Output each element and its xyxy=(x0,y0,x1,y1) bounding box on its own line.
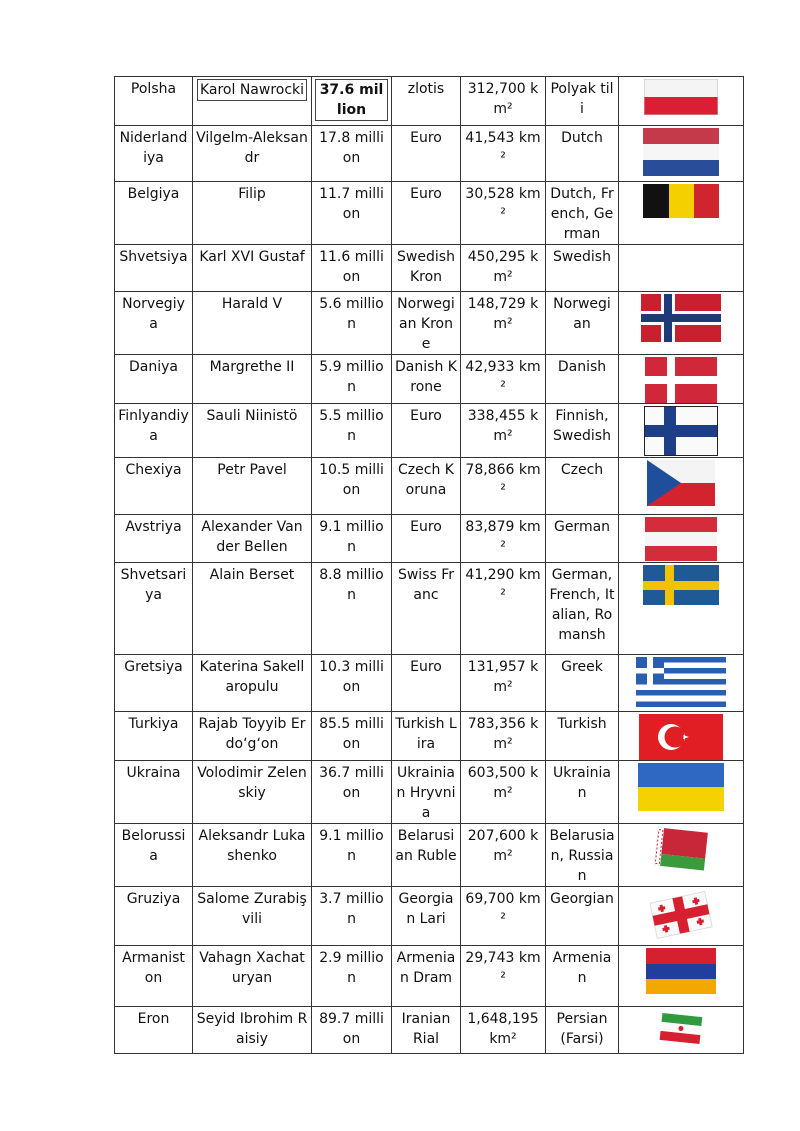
area-cell: 338,455 km² xyxy=(461,404,546,458)
language-cell: Polyak tili xyxy=(546,77,619,126)
currency-cell: Ukrainian Hryvnia xyxy=(392,761,461,824)
flag-cell xyxy=(619,946,744,1007)
poland-flag xyxy=(644,79,718,115)
language-cell: Turkish xyxy=(546,712,619,761)
area-cell: 783,356 km² xyxy=(461,712,546,761)
belarus-flag xyxy=(652,826,710,872)
flag-cell xyxy=(619,458,744,515)
currency-cell: Euro xyxy=(392,404,461,458)
flag-cell xyxy=(619,182,744,245)
table-row xyxy=(115,1007,744,1054)
country-cell: Shvetsiya xyxy=(115,245,193,292)
flag-cell xyxy=(619,712,744,761)
table-row xyxy=(115,126,744,182)
flag-cell-empty xyxy=(619,245,744,292)
leader-cell: Margrethe II xyxy=(193,355,312,404)
country-cell: Avstriya xyxy=(115,515,193,563)
country-cell: Polsha xyxy=(115,77,193,126)
currency-cell: Euro xyxy=(392,655,461,712)
flag-cell xyxy=(619,515,744,563)
population-cell: 3.7 million xyxy=(312,887,392,946)
turkey-flag xyxy=(639,714,723,760)
flag-cell xyxy=(619,563,744,655)
finland-flag xyxy=(644,406,718,456)
language-cell: Greek xyxy=(546,655,619,712)
leader-cell: Aleksandr Lukashenko xyxy=(193,824,312,887)
currency-cell: Czech Koruna xyxy=(392,458,461,515)
flag-cell xyxy=(619,1007,744,1054)
flag-cell xyxy=(619,761,744,824)
currency-cell: Swedish Kron xyxy=(392,245,461,292)
austria-flag xyxy=(645,517,717,561)
area-cell: 78,866 km² xyxy=(461,458,546,515)
netherlands-flag xyxy=(643,128,719,176)
currency-cell: Euro xyxy=(392,515,461,563)
language-cell: Finnish, Swedish xyxy=(546,404,619,458)
flag-cell xyxy=(619,404,744,458)
countries-table xyxy=(114,76,744,1054)
population-cell: 5.6 million xyxy=(312,292,392,355)
table-row xyxy=(115,515,744,563)
flag-cell xyxy=(619,77,744,126)
language-cell: German, French, Italian, Romansh xyxy=(546,563,619,655)
country-cell: Belorussia xyxy=(115,824,193,887)
language-cell: Swedish xyxy=(546,245,619,292)
leader-cell: Alexander Van der Bellen xyxy=(193,515,312,563)
population-cell xyxy=(312,77,392,126)
table-row xyxy=(115,712,744,761)
leader-cell: Vahagn Xachaturyan xyxy=(193,946,312,1007)
country-cell: Belgiya xyxy=(115,182,193,245)
population-cell: 11.7 million xyxy=(312,182,392,245)
language-cell: Dutch xyxy=(546,126,619,182)
table-row xyxy=(115,292,744,355)
leader-cell: Rajab Toyyib Erdo‘g‘on xyxy=(193,712,312,761)
currency-cell: Euro xyxy=(392,182,461,245)
area-cell: 30,528 km² xyxy=(461,182,546,245)
leader-cell: Harald V xyxy=(193,292,312,355)
population-cell: 17.8 million xyxy=(312,126,392,182)
population-cell: 5.5 million xyxy=(312,404,392,458)
population-cell: 10.5 million xyxy=(312,458,392,515)
table-row xyxy=(115,245,744,292)
country-cell: Norvegiya xyxy=(115,292,193,355)
country-cell: Eron xyxy=(115,1007,193,1054)
language-cell: Armenian xyxy=(546,946,619,1007)
leader-cell: Seyid Ibrohim Raisiy xyxy=(193,1007,312,1054)
ukraine-flag xyxy=(638,763,724,811)
czech-flag xyxy=(647,460,715,506)
flag-cell xyxy=(619,887,744,946)
currency-cell: Turkish Lira xyxy=(392,712,461,761)
table-row xyxy=(115,404,744,458)
language-cell: Georgian xyxy=(546,887,619,946)
flag-cell xyxy=(619,655,744,712)
country-cell: Turkiya xyxy=(115,712,193,761)
leader-cell: Katerina Sakellaropulu xyxy=(193,655,312,712)
language-cell: German xyxy=(546,515,619,563)
table-row xyxy=(115,824,744,887)
country-cell: Daniya xyxy=(115,355,193,404)
currency-cell: Danish Krone xyxy=(392,355,461,404)
flag-cell xyxy=(619,292,744,355)
population-cell: 8.8 million xyxy=(312,563,392,655)
leader-text: Karol Nawrocki xyxy=(197,79,307,101)
language-cell: Norwegian xyxy=(546,292,619,355)
population-cell: 5.9 million xyxy=(312,355,392,404)
table-row xyxy=(115,655,744,712)
currency-cell: Iranian Rial xyxy=(392,1007,461,1054)
population-cell: 85.5 million xyxy=(312,712,392,761)
leader-cell: Sauli Niinistö xyxy=(193,404,312,458)
leader-cell: Volodimir Zelenskiy xyxy=(193,761,312,824)
currency-cell: Euro xyxy=(392,126,461,182)
leader-cell xyxy=(193,77,312,126)
area-cell: 41,290 km² xyxy=(461,563,546,655)
greece-flag xyxy=(636,657,726,707)
georgia-flag xyxy=(647,889,715,941)
leader-cell: Vilgelm-Aleksandr xyxy=(193,126,312,182)
table-row xyxy=(115,458,744,515)
currency-cell: Belarusian Ruble xyxy=(392,824,461,887)
country-cell: Niderlandiya xyxy=(115,126,193,182)
language-cell: Danish xyxy=(546,355,619,404)
country-cell: Chexiya xyxy=(115,458,193,515)
language-cell: Dutch, French, German xyxy=(546,182,619,245)
country-cell: Ukraina xyxy=(115,761,193,824)
language-cell: Belarusian, Russian xyxy=(546,824,619,887)
area-cell: 450,295 km² xyxy=(461,245,546,292)
currency-cell: Georgian Lari xyxy=(392,887,461,946)
language-cell: Persian (Farsi) xyxy=(546,1007,619,1054)
currency-cell: Norwegian Krone xyxy=(392,292,461,355)
population-cell: 9.1 million xyxy=(312,515,392,563)
area-cell: 131,957 km² xyxy=(461,655,546,712)
area-cell: 29,743 km² xyxy=(461,946,546,1007)
table-row xyxy=(115,355,744,404)
country-cell: Gretsiya xyxy=(115,655,193,712)
population-cell: 11.6 million xyxy=(312,245,392,292)
area-cell: 312,700 km² xyxy=(461,77,546,126)
population-cell: 10.3 million xyxy=(312,655,392,712)
table-row xyxy=(115,563,744,655)
population-text: 37.6 million xyxy=(315,79,388,121)
country-cell: Finlyandiya xyxy=(115,404,193,458)
leader-cell: Alain Berset xyxy=(193,563,312,655)
area-cell: 41,543 km² xyxy=(461,126,546,182)
table-row xyxy=(115,77,744,126)
language-cell: Ukrainian xyxy=(546,761,619,824)
table-row xyxy=(115,761,744,824)
country-cell: Shvetsariya xyxy=(115,563,193,655)
table-row xyxy=(115,182,744,245)
iran-flag xyxy=(659,1009,703,1047)
area-cell: 207,600 km² xyxy=(461,824,546,887)
currency-cell: Swiss Franc xyxy=(392,563,461,655)
population-cell: 2.9 million xyxy=(312,946,392,1007)
leader-cell: Filip xyxy=(193,182,312,245)
table-row xyxy=(115,946,744,1007)
population-cell: 9.1 million xyxy=(312,824,392,887)
population-cell: 36.7 million xyxy=(312,761,392,824)
area-cell: 148,729 km² xyxy=(461,292,546,355)
area-cell: 603,500 km² xyxy=(461,761,546,824)
denmark-flag xyxy=(645,357,717,403)
area-cell: 42,933 km² xyxy=(461,355,546,404)
currency-cell: zlotis xyxy=(392,77,461,126)
belgium-flag xyxy=(643,184,719,218)
flag-cell xyxy=(619,824,744,887)
sweden-flag xyxy=(643,565,719,605)
area-cell: 69,700 km² xyxy=(461,887,546,946)
currency-cell: Armenian Dram xyxy=(392,946,461,1007)
armenia-flag xyxy=(646,948,716,994)
leader-cell: Petr Pavel xyxy=(193,458,312,515)
country-cell: Armaniston xyxy=(115,946,193,1007)
flag-cell xyxy=(619,355,744,404)
population-cell: 89.7 million xyxy=(312,1007,392,1054)
language-cell: Czech xyxy=(546,458,619,515)
area-cell: 83,879 km² xyxy=(461,515,546,563)
area-cell: 1,648,195 km² xyxy=(461,1007,546,1054)
flag-cell xyxy=(619,126,744,182)
leader-cell: Karl XVI Gustaf xyxy=(193,245,312,292)
table-row xyxy=(115,887,744,946)
leader-cell: Salome Zurabişvili xyxy=(193,887,312,946)
norway-flag xyxy=(641,294,721,342)
country-cell: Gruziya xyxy=(115,887,193,946)
